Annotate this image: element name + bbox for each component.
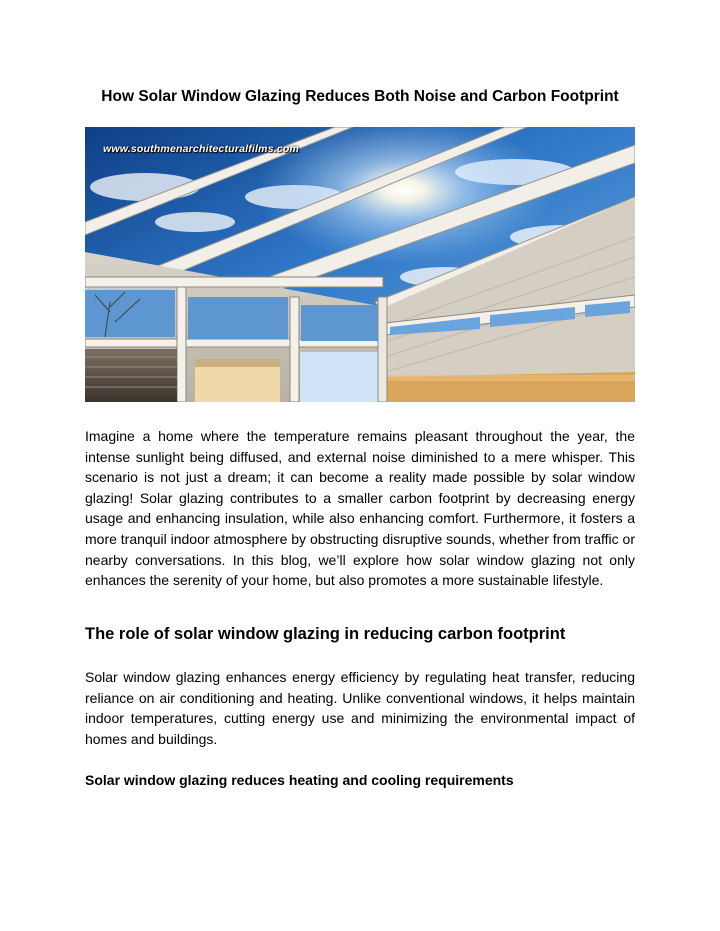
intro-paragraph: Imagine a home where the temperature remains pleasant throughout the year, the intense sunlight being diffused, and external noise diminished to a mere whisper. This scenario is not just a dream; it can become a reality made possible by solar window glazing! Solar glazing contributes to a smaller carbon footprint by decreasing energy usage and enhancing insulation, while also enhancing comfort. Furthermore, it fosters a more tranquil indoor atmosphere by obstructing disruptive sounds, whether from traffic or nearby conversations. In this blog, we’ll explore how solar window glazing not only enhances the serenity of your home, but also promotes a more sustainable lifestyle. <box>85 428 635 589</box>
subheading: Solar window glazing reduces heating and cooling requirements <box>85 772 514 788</box>
page-title: How Solar Window Glazing Reduces Both Noise and Carbon Footprint <box>101 88 619 105</box>
image-watermark: www.southmenarchitecturalfilms.com <box>103 143 300 155</box>
section-heading: The role of solar window glazing in reducing carbon footprint <box>85 625 566 643</box>
conservatory-glass-roof-photo <box>85 127 635 402</box>
section-paragraph: Solar window glazing enhances energy efficiency by regulating heat transfer, reducing reliance on air conditioning and heating. Unlike conventional windows, it helps maintain indoor temperatures, cutting energy use and minimizing the environmental impact of homes and buildings. <box>85 669 635 747</box>
